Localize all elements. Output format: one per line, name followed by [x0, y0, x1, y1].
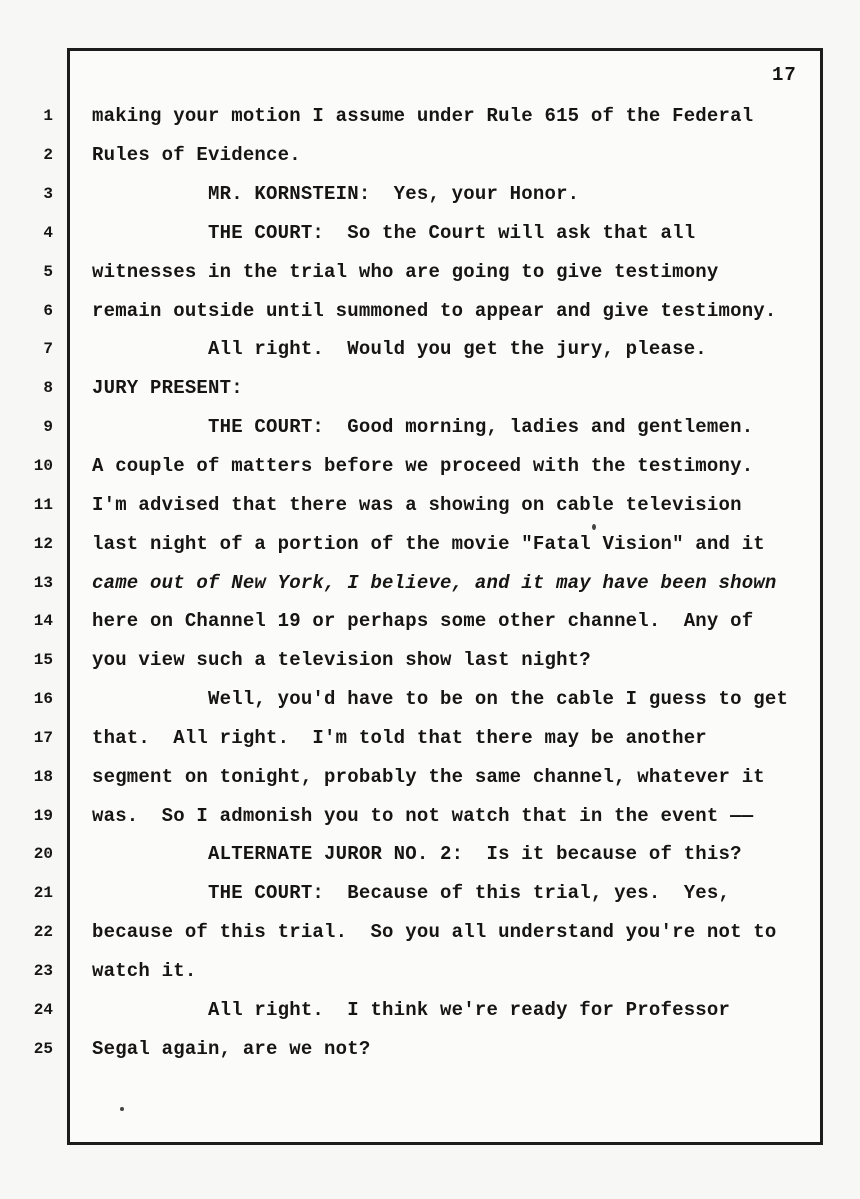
transcript-line: All right. Would you get the jury, please.: [92, 338, 707, 361]
transcript-body: [92, 97, 850, 1068]
transcript-line: Rules of Evidence.: [92, 144, 301, 167]
transcript-line: THE COURT: So the Court will ask that all: [92, 221, 696, 244]
line-number: 16: [33, 690, 53, 709]
line-number: 4: [43, 223, 53, 242]
transcript-line: remain outside until summoned to appear and give testimony.: [92, 299, 777, 322]
transcript-line: Segal again, are we not?: [92, 1037, 371, 1060]
transcript-line: segment on tonight, probably the same channel, whatever it: [92, 765, 765, 788]
line-number: 22: [33, 923, 53, 942]
line-number: 24: [33, 1000, 53, 1019]
transcript-line: you view such a television show last night?: [92, 649, 591, 672]
line-number: 1: [43, 107, 53, 126]
line-number: 5: [43, 262, 53, 281]
line-number: 8: [43, 379, 53, 398]
transcript-line: MR. KORNSTEIN: Yes, your Honor.: [92, 183, 580, 206]
line-number: 19: [33, 806, 53, 825]
transcript-line: was. So I admonish you to not watch that in the event ——: [92, 804, 754, 827]
line-number: 14: [33, 612, 53, 631]
transcript-line: that. All right. I'm told that there may be another: [92, 726, 707, 749]
line-number: 21: [33, 884, 53, 903]
line-number: 13: [33, 573, 53, 592]
line-number: 17: [33, 728, 53, 747]
scan-artifact-dot: [120, 1107, 124, 1111]
transcript-line: ALTERNATE JUROR NO. 2: Is it because of this?: [92, 843, 742, 866]
line-number: 2: [43, 146, 53, 165]
transcript-line: Well, you'd have to be on the cable I guess to get: [92, 688, 789, 711]
line-number: 9: [43, 418, 53, 437]
line-number: 10: [33, 457, 53, 476]
transcript-line: watch it.: [92, 959, 197, 982]
transcript-line: because of this trial. So you all understand you're not to: [92, 921, 777, 944]
line-number: 7: [43, 340, 53, 359]
line-number: 3: [43, 185, 53, 204]
transcript-line: witnesses in the trial who are going to give testimony: [92, 260, 719, 283]
transcript-line: THE COURT: Good morning, ladies and gentlemen.: [92, 416, 754, 439]
transcript-line: A couple of matters before we proceed with the testimony.: [92, 455, 754, 478]
line-number: 20: [33, 845, 53, 864]
transcript-line: here on Channel 19 or perhaps some other channel. Any of: [92, 610, 754, 633]
line-number: 12: [33, 534, 53, 553]
transcript-line: I'm advised that there was a showing on cable television: [92, 493, 742, 516]
line-number: 6: [43, 301, 53, 320]
line-number: 18: [33, 767, 53, 786]
line-number: 25: [33, 1039, 53, 1058]
transcript-line: JURY PRESENT:: [92, 377, 243, 400]
line-number: 15: [33, 651, 53, 670]
page-number: 17: [772, 64, 797, 86]
transcript-line: THE COURT: Because of this trial, yes. Yes,: [92, 882, 731, 905]
scan-artifact-dot: [592, 524, 596, 530]
transcript-line: came out of New York, I believe, and it may have been shown: [92, 571, 777, 594]
line-number: 11: [33, 495, 53, 514]
line-number-column: [0, 97, 57, 1068]
transcript-line: making your motion I assume under Rule 615 of the Federal: [92, 105, 754, 128]
transcript-line: last night of a portion of the movie "Fatal Vision" and it: [92, 532, 765, 555]
line-number: 23: [33, 961, 53, 980]
transcript-line: All right. I think we're ready for Professor: [92, 998, 731, 1021]
